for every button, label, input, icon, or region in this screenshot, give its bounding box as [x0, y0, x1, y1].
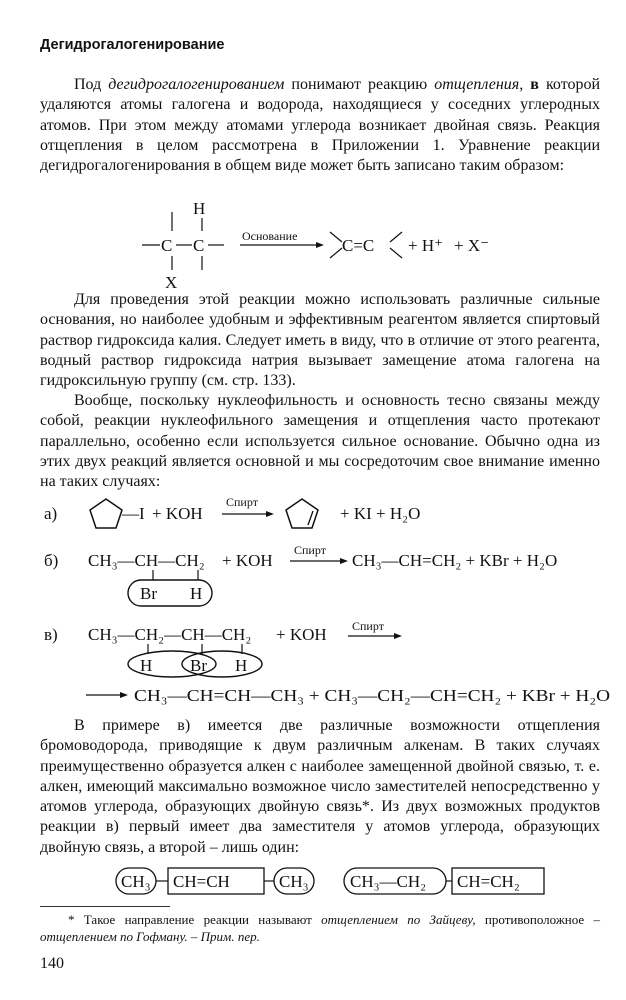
- reaction-c-koh: + KOH: [276, 625, 327, 644]
- eq-h-plus: + H⁺: [408, 236, 444, 255]
- eq-c2: C: [193, 236, 205, 255]
- reaction-c: [40, 620, 616, 710]
- cyclopentyl-ring: [90, 499, 122, 528]
- reaction-c-br: Br: [190, 656, 207, 675]
- reaction-b: [40, 542, 606, 614]
- left-ch3-1: CH₃: [121, 872, 151, 891]
- eq-x: X: [165, 273, 178, 291]
- reaction-c-products: CH₃—CH=CH—CH₃ + CH₃—CH₂—CH=CH₂ + KBr + H₂O: [134, 686, 610, 705]
- eq-h: H: [193, 199, 206, 218]
- right-ch3-ch2: CH₃—CH₂: [350, 872, 427, 891]
- reaction-b-koh: + KOH: [222, 551, 273, 570]
- intro-term-1: дегидрогалогенированием: [108, 76, 285, 93]
- reaction-b-h: H: [190, 584, 203, 603]
- paragraph-4-text: В примере в) имеется две различные возможности отщепления бромоводорода, приводящие к двум различным алкенам. В таких случаях преимущественно образуется алкен с наиболее замещенной двойной связью, т. е. алкен, имеющий максимально возможное число заместителей непосредственно у атомов углерода, образующих двойную связь*. Из двух возможных продуктов реакции в) первый имеет два заместителя у атомов углерода, образующих двойную связь, а второй – лишь один:: [40, 717, 600, 856]
- reaction-a-products: + KI + H₂O: [340, 504, 421, 523]
- intro-bold-word: в: [530, 76, 539, 93]
- reaction-c-h2: H: [235, 656, 248, 675]
- paragraph-2-text: Для проведения этой реакции можно использовать различные сильные основания, но наиболее удобным и эффективным реагентом является спиртовый раствор гидроксида калия. Следует иметь в виду, что в отличие от этого реагента, водный раствор гидроксида натрия вызывает замещение атома галогена на гидроксильную группу (см. стр. 133).: [40, 291, 600, 390]
- cyclopentene-ring: [286, 499, 318, 528]
- footnote-text-2: противоположное –: [484, 912, 601, 927]
- eq-product-cc: C=C: [342, 236, 375, 255]
- eq-c1: C: [161, 236, 173, 255]
- reaction-b-br: Br: [140, 584, 157, 603]
- reaction-a-label: а): [44, 504, 58, 523]
- footnote-text-1: * Такое направление реакции называют: [68, 912, 312, 927]
- reaction-c-reagent: Спирт: [352, 620, 384, 633]
- intro-text-1: Под: [74, 76, 102, 93]
- footnote: [40, 911, 600, 945]
- section-heading: Дегидрогалогенирование: [40, 37, 225, 53]
- general-equation: [120, 196, 520, 291]
- reaction-a-koh: + KOH: [152, 504, 203, 523]
- bottom-formulas: [100, 864, 560, 900]
- eq-x-minus: + X⁻: [454, 236, 490, 255]
- reaction-b-reagent: Спирт: [294, 543, 326, 557]
- intro-paragraph: [40, 75, 600, 176]
- left-ch3-2: CH₃: [279, 872, 309, 891]
- left-ch-ch: CH=CH: [173, 872, 230, 891]
- reaction-a-iodine: —I: [122, 504, 145, 523]
- reaction-b-label: б): [44, 551, 59, 570]
- paragraph-2: [40, 290, 600, 391]
- eq-reagent: Основание: [242, 229, 298, 243]
- paragraph-3-text: Вообще, поскольку нуклеофильность и основность тесно связаны между собой, реакции нуклеофильного замещения и отщепления часто протекают параллельно, особенно если используется сильное основание. Обычно одна из этих двух реакций является основной и мы сосредоточим свое внимание именно на таких случаях:: [40, 392, 600, 491]
- right-ch-ch2: CH=CH₂: [457, 872, 520, 891]
- reaction-b-products: CH₃—CH=CH₂ + KBr + H₂O: [352, 551, 558, 570]
- page-number: 140: [40, 955, 64, 972]
- paragraph-3: [40, 391, 600, 492]
- reaction-c-h1: H: [140, 656, 153, 675]
- intro-text-2: понимают реакцию: [291, 76, 428, 93]
- intro-term-2: отщепления,: [434, 76, 524, 93]
- footnote-divider: [40, 906, 170, 907]
- reaction-a-reagent: Спирт: [226, 495, 258, 509]
- intro-text-3: которой удаляются атомы галогена и водорода, находящиеся у соседних углеродных атомов. При этом между атомами углерода возникает двойная связь. Реакция отщепления в целом рассмотрена в Приложении 1. Уравнение реакции дегидрогалогенирования в общем виде может быть записано таким образом:: [40, 76, 601, 175]
- footnote-term-1: отщеплением по Зайцеву,: [321, 912, 476, 927]
- reaction-c-reactant: CH₃—CH₂—CH—CH₂: [88, 625, 252, 644]
- footnote-term-2: отщеплением по Гофману. – Прим. пер.: [40, 929, 260, 944]
- reaction-a: [40, 493, 600, 535]
- reaction-c-label: в): [44, 625, 58, 644]
- reaction-b-reactant: CH₃—CH—CH₂: [88, 551, 205, 570]
- paragraph-4: [40, 716, 600, 858]
